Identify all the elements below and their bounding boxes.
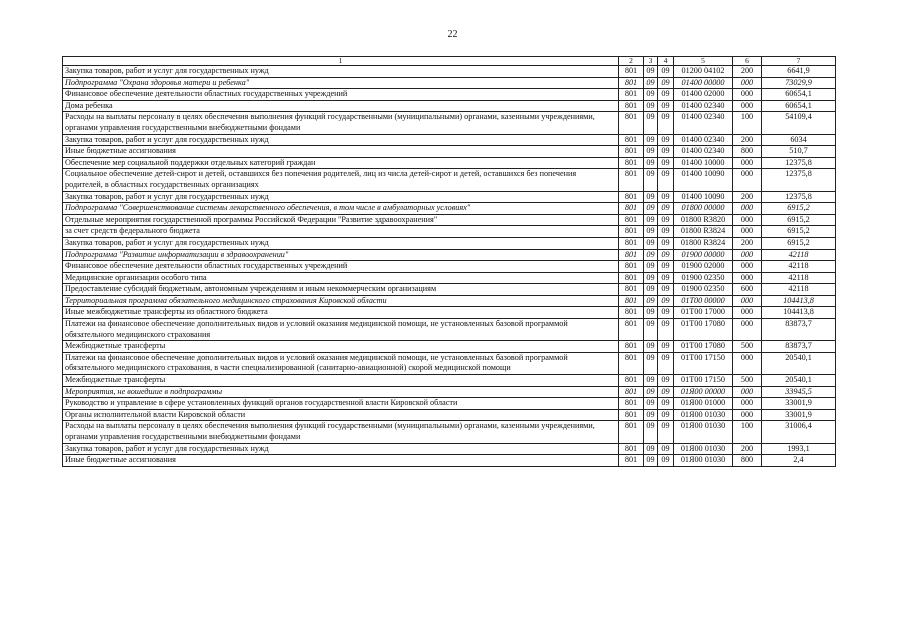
expense-type-cell: 500	[733, 341, 762, 353]
code-cell: 801	[619, 249, 644, 261]
subsection-cell: 09	[658, 203, 674, 215]
row-name-cell: Дома ребенка	[63, 100, 619, 112]
subsection-cell: 09	[658, 146, 674, 158]
amount-cell: 6915,2	[762, 203, 836, 215]
subsection-cell: 09	[658, 398, 674, 410]
row-name-cell: Руководство и управление в сфере установленных функций органов государственной власти Кировской области	[63, 398, 619, 410]
section-cell: 09	[644, 341, 658, 353]
section-cell: 09	[644, 237, 658, 249]
target-article-cell: 01Т00 00000	[674, 295, 733, 307]
code-cell: 801	[619, 112, 644, 134]
subsection-cell: 09	[658, 77, 674, 89]
expense-type-cell: 000	[733, 226, 762, 238]
budget-table	[62, 56, 836, 467]
subsection-cell: 09	[658, 307, 674, 319]
section-cell: 09	[644, 295, 658, 307]
target-article-cell: 01400 02340	[674, 134, 733, 146]
amount-cell: 60654,1	[762, 89, 836, 101]
table-row	[63, 237, 836, 249]
expense-type-cell: 000	[733, 307, 762, 319]
amount-cell: 2,4	[762, 455, 836, 467]
row-name-cell: Иные бюджетные ассигнования	[63, 455, 619, 467]
subsection-cell: 09	[658, 375, 674, 387]
table-row	[63, 409, 836, 421]
target-article-cell: 01800 R3824	[674, 237, 733, 249]
expense-type-cell: 100	[733, 421, 762, 443]
amount-cell: 6915,2	[762, 214, 836, 226]
expense-type-cell: 000	[733, 352, 762, 374]
section-cell: 09	[644, 157, 658, 169]
code-cell: 801	[619, 146, 644, 158]
code-cell: 801	[619, 169, 644, 191]
expense-type-cell: 000	[733, 319, 762, 341]
expense-type-cell: 000	[733, 203, 762, 215]
target-article-cell: 01400 10090	[674, 191, 733, 203]
target-article-cell: 01400 00000	[674, 77, 733, 89]
target-article-cell: 01900 00000	[674, 249, 733, 261]
code-cell: 801	[619, 295, 644, 307]
target-article-cell: 01200 04102	[674, 66, 733, 78]
code-cell: 801	[619, 455, 644, 467]
amount-cell: 510,7	[762, 146, 836, 158]
row-name-cell: Платежи на финансовое обеспечение дополнительных видов и условий оказания медицинской помощи, не установленных базовой программой обязательного медицинского страхования	[63, 319, 619, 341]
target-article-cell: 01800 R3824	[674, 226, 733, 238]
expense-type-cell: 000	[733, 261, 762, 273]
column-header: 5	[674, 57, 733, 66]
table-row	[63, 77, 836, 89]
subsection-cell: 09	[658, 237, 674, 249]
expense-type-cell: 200	[733, 191, 762, 203]
section-cell: 09	[644, 261, 658, 273]
expense-type-cell: 200	[733, 134, 762, 146]
section-cell: 09	[644, 409, 658, 421]
section-cell: 09	[644, 100, 658, 112]
table-row	[63, 134, 836, 146]
section-cell: 09	[644, 352, 658, 374]
subsection-cell: 09	[658, 100, 674, 112]
code-cell: 801	[619, 77, 644, 89]
table-row	[63, 319, 836, 341]
row-name-cell: Территориальная программа обязательного медицинского страхования Кировской области	[63, 295, 619, 307]
column-header: 2	[619, 57, 644, 66]
target-article-cell: 01Т00 17150	[674, 375, 733, 387]
code-cell: 801	[619, 375, 644, 387]
expense-type-cell: 000	[733, 77, 762, 89]
table-header-row	[63, 57, 836, 66]
table-row	[63, 146, 836, 158]
amount-cell: 54109,4	[762, 112, 836, 134]
subsection-cell: 09	[658, 319, 674, 341]
subsection-cell: 09	[658, 386, 674, 398]
code-cell: 801	[619, 157, 644, 169]
section-cell: 09	[644, 214, 658, 226]
row-name-cell: Подпрограмма "Охрана здоровья матери и ребенка"	[63, 77, 619, 89]
subsection-cell: 09	[658, 272, 674, 284]
code-cell: 801	[619, 272, 644, 284]
amount-cell: 42118	[762, 284, 836, 296]
target-article-cell: 01400 10090	[674, 169, 733, 191]
column-header: 1	[63, 57, 619, 66]
code-cell: 801	[619, 319, 644, 341]
expense-type-cell: 600	[733, 284, 762, 296]
table-row	[63, 112, 836, 134]
row-name-cell: Социальное обеспечение детей-сирот и детей, оставшихся без попечения родителей, лиц из числа детей-сирот и детей, оставшихся без попечения родителей, в областных государственных организациях	[63, 169, 619, 191]
amount-cell: 33001,9	[762, 409, 836, 421]
column-header: 6	[733, 57, 762, 66]
target-article-cell: 01Т00 17000	[674, 307, 733, 319]
amount-cell: 6915,2	[762, 226, 836, 238]
subsection-cell: 09	[658, 284, 674, 296]
row-name-cell: Подпрограмма "Совершенствование системы лекарственного обеспечения, в том числе в амбулаторных условиях"	[63, 203, 619, 215]
subsection-cell: 09	[658, 261, 674, 273]
row-name-cell: Отдельные мероприятия государственной программы Российской Федерации "Развитие здравоохранения"	[63, 214, 619, 226]
subsection-cell: 09	[658, 421, 674, 443]
section-cell: 09	[644, 249, 658, 261]
target-article-cell: 01400 02340	[674, 100, 733, 112]
expense-type-cell: 000	[733, 386, 762, 398]
expense-type-cell: 200	[733, 66, 762, 78]
table-row	[63, 307, 836, 319]
row-name-cell: Платежи на финансовое обеспечение дополнительных видов и условий оказания медицинской помощи, не установленных базовой программой обязательного медицинского страхования, в части специализированной (санитарно-авиационной) скорой медицинской помощи	[63, 352, 619, 374]
amount-cell: 33945,5	[762, 386, 836, 398]
target-article-cell: 01400 02000	[674, 89, 733, 101]
code-cell: 801	[619, 398, 644, 410]
section-cell: 09	[644, 455, 658, 467]
code-cell: 801	[619, 341, 644, 353]
amount-cell: 60654,1	[762, 100, 836, 112]
expense-type-cell: 000	[733, 89, 762, 101]
amount-cell: 31006,4	[762, 421, 836, 443]
amount-cell: 104413,8	[762, 295, 836, 307]
table-row	[63, 375, 836, 387]
table-body	[63, 66, 836, 467]
expense-type-cell: 000	[733, 157, 762, 169]
table-row	[63, 261, 836, 273]
subsection-cell: 09	[658, 66, 674, 78]
expense-type-cell: 800	[733, 146, 762, 158]
target-article-cell: 01800 00000	[674, 203, 733, 215]
section-cell: 09	[644, 272, 658, 284]
target-article-cell: 01Т00 17080	[674, 319, 733, 341]
section-cell: 09	[644, 307, 658, 319]
table-row	[63, 203, 836, 215]
subsection-cell: 09	[658, 226, 674, 238]
table-row	[63, 352, 836, 374]
amount-cell: 6034	[762, 134, 836, 146]
expense-type-cell: 200	[733, 443, 762, 455]
row-name-cell: Закупка товаров, работ и услуг для государственных нужд	[63, 443, 619, 455]
subsection-cell: 09	[658, 443, 674, 455]
table-row	[63, 169, 836, 191]
row-name-cell: Закупка товаров, работ и услуг для государственных нужд	[63, 134, 619, 146]
section-cell: 09	[644, 319, 658, 341]
section-cell: 09	[644, 284, 658, 296]
amount-cell: 6915,2	[762, 237, 836, 249]
amount-cell: 20540,1	[762, 375, 836, 387]
table-row	[63, 100, 836, 112]
expense-type-cell: 000	[733, 100, 762, 112]
row-name-cell: Финансовое обеспечение деятельности областных государственных учреждений	[63, 89, 619, 101]
subsection-cell: 09	[658, 112, 674, 134]
code-cell: 801	[619, 386, 644, 398]
column-header: 4	[658, 57, 674, 66]
row-name-cell: Органы исполнительной власти Кировской области	[63, 409, 619, 421]
table-row	[63, 249, 836, 261]
amount-cell: 1993,1	[762, 443, 836, 455]
row-name-cell: Мероприятия, не вошедшие в подпрограммы	[63, 386, 619, 398]
row-name-cell: Межбюджетные трансферты	[63, 341, 619, 353]
target-article-cell: 01Я00 01030	[674, 455, 733, 467]
table-row	[63, 272, 836, 284]
subsection-cell: 09	[658, 352, 674, 374]
section-cell: 09	[644, 66, 658, 78]
row-name-cell: Закупка товаров, работ и услуг для государственных нужд	[63, 237, 619, 249]
row-name-cell: Расходы на выплаты персоналу в целях обеспечения выполнения функций государственными (муниципальными) органами, казенными учреждениями, органами управления государственными внебюджетными фондами	[63, 421, 619, 443]
row-name-cell: Подпрограмма "Развитие информатизации в здравоохранении"	[63, 249, 619, 261]
code-cell: 801	[619, 261, 644, 273]
row-name-cell: Расходы на выплаты персоналу в целях обеспечения выполнения функций государственными (муниципальными) органами, казенными учреждениями, органами управления государственными внебюджетными фондами	[63, 112, 619, 134]
amount-cell: 12375,8	[762, 191, 836, 203]
amount-cell: 73029,9	[762, 77, 836, 89]
row-name-cell: за счет средств федерального бюджета	[63, 226, 619, 238]
code-cell: 801	[619, 237, 644, 249]
subsection-cell: 09	[658, 157, 674, 169]
table-row	[63, 89, 836, 101]
expense-type-cell: 000	[733, 398, 762, 410]
row-name-cell: Межбюджетные трансферты	[63, 375, 619, 387]
code-cell: 801	[619, 307, 644, 319]
column-header: 7	[762, 57, 836, 66]
target-article-cell: 01Я00 01000	[674, 398, 733, 410]
amount-cell: 83873,7	[762, 341, 836, 353]
row-name-cell: Иные межбюджетные трансферты из областного бюджета	[63, 307, 619, 319]
table-row	[63, 214, 836, 226]
subsection-cell: 09	[658, 214, 674, 226]
row-name-cell: Иные бюджетные ассигнования	[63, 146, 619, 158]
section-cell: 09	[644, 375, 658, 387]
code-cell: 801	[619, 89, 644, 101]
subsection-cell: 09	[658, 295, 674, 307]
table-row	[63, 341, 836, 353]
amount-cell: 12375,8	[762, 157, 836, 169]
amount-cell: 20540,1	[762, 352, 836, 374]
target-article-cell: 01400 10000	[674, 157, 733, 169]
expense-type-cell: 100	[733, 112, 762, 134]
expense-type-cell: 000	[733, 169, 762, 191]
table-row	[63, 455, 836, 467]
page-number: 22	[447, 29, 458, 40]
section-cell: 09	[644, 112, 658, 134]
table-row	[63, 284, 836, 296]
subsection-cell: 09	[658, 341, 674, 353]
target-article-cell: 01Я00 00000	[674, 386, 733, 398]
subsection-cell: 09	[658, 409, 674, 421]
code-cell: 801	[619, 134, 644, 146]
row-name-cell: Обеспечение мер социальной поддержки отдельных категорий граждан	[63, 157, 619, 169]
expense-type-cell: 200	[733, 237, 762, 249]
code-cell: 801	[619, 226, 644, 238]
code-cell: 801	[619, 203, 644, 215]
expense-type-cell: 800	[733, 455, 762, 467]
subsection-cell: 09	[658, 89, 674, 101]
code-cell: 801	[619, 421, 644, 443]
amount-cell: 12375,8	[762, 169, 836, 191]
row-name-cell: Закупка товаров, работ и услуг для государственных нужд	[63, 66, 619, 78]
table-row	[63, 398, 836, 410]
code-cell: 801	[619, 100, 644, 112]
row-name-cell: Предоставление субсидий бюджетным, автономным учреждениям и иным некоммерческим организациям	[63, 284, 619, 296]
expense-type-cell: 000	[733, 249, 762, 261]
code-cell: 801	[619, 409, 644, 421]
table-row	[63, 386, 836, 398]
code-cell: 801	[619, 352, 644, 374]
target-article-cell: 01Т00 17080	[674, 341, 733, 353]
code-cell: 801	[619, 66, 644, 78]
section-cell: 09	[644, 77, 658, 89]
table-row	[63, 191, 836, 203]
expense-type-cell: 000	[733, 272, 762, 284]
target-article-cell: 01900 02350	[674, 272, 733, 284]
section-cell: 09	[644, 191, 658, 203]
section-cell: 09	[644, 421, 658, 443]
section-cell: 09	[644, 134, 658, 146]
expense-type-cell: 000	[733, 214, 762, 226]
expense-type-cell: 500	[733, 375, 762, 387]
expense-type-cell: 000	[733, 409, 762, 421]
amount-cell: 42118	[762, 261, 836, 273]
amount-cell: 83873,7	[762, 319, 836, 341]
section-cell: 09	[644, 226, 658, 238]
column-header: 3	[644, 57, 658, 66]
row-name-cell: Медицинские организации особого типа	[63, 272, 619, 284]
target-article-cell: 01Т00 17150	[674, 352, 733, 374]
section-cell: 09	[644, 203, 658, 215]
table-row	[63, 66, 836, 78]
subsection-cell: 09	[658, 169, 674, 191]
subsection-cell: 09	[658, 455, 674, 467]
code-cell: 801	[619, 284, 644, 296]
amount-cell: 6641,9	[762, 66, 836, 78]
subsection-cell: 09	[658, 134, 674, 146]
row-name-cell: Закупка товаров, работ и услуг для государственных нужд	[63, 191, 619, 203]
table-row	[63, 157, 836, 169]
table-row	[63, 295, 836, 307]
table-row	[63, 226, 836, 238]
section-cell: 09	[644, 386, 658, 398]
amount-cell: 33001,9	[762, 398, 836, 410]
amount-cell: 104413,8	[762, 307, 836, 319]
target-article-cell: 01Я00 01030	[674, 443, 733, 455]
table-row	[63, 421, 836, 443]
code-cell: 801	[619, 443, 644, 455]
section-cell: 09	[644, 169, 658, 191]
target-article-cell: 01400 02340	[674, 146, 733, 158]
subsection-cell: 09	[658, 249, 674, 261]
target-article-cell: 01400 02340	[674, 112, 733, 134]
target-article-cell: 01900 02000	[674, 261, 733, 273]
subsection-cell: 09	[658, 191, 674, 203]
code-cell: 801	[619, 191, 644, 203]
amount-cell: 42118	[762, 249, 836, 261]
section-cell: 09	[644, 443, 658, 455]
target-article-cell: 01Я00 01030	[674, 421, 733, 443]
code-cell: 801	[619, 214, 644, 226]
section-cell: 09	[644, 89, 658, 101]
target-article-cell: 01800 R3820	[674, 214, 733, 226]
section-cell: 09	[644, 398, 658, 410]
table-row	[63, 443, 836, 455]
amount-cell: 42118	[762, 272, 836, 284]
row-name-cell: Финансовое обеспечение деятельности областных государственных учреждений	[63, 261, 619, 273]
expense-type-cell: 000	[733, 295, 762, 307]
target-article-cell: 01900 02350	[674, 284, 733, 296]
target-article-cell: 01Я00 01030	[674, 409, 733, 421]
section-cell: 09	[644, 146, 658, 158]
